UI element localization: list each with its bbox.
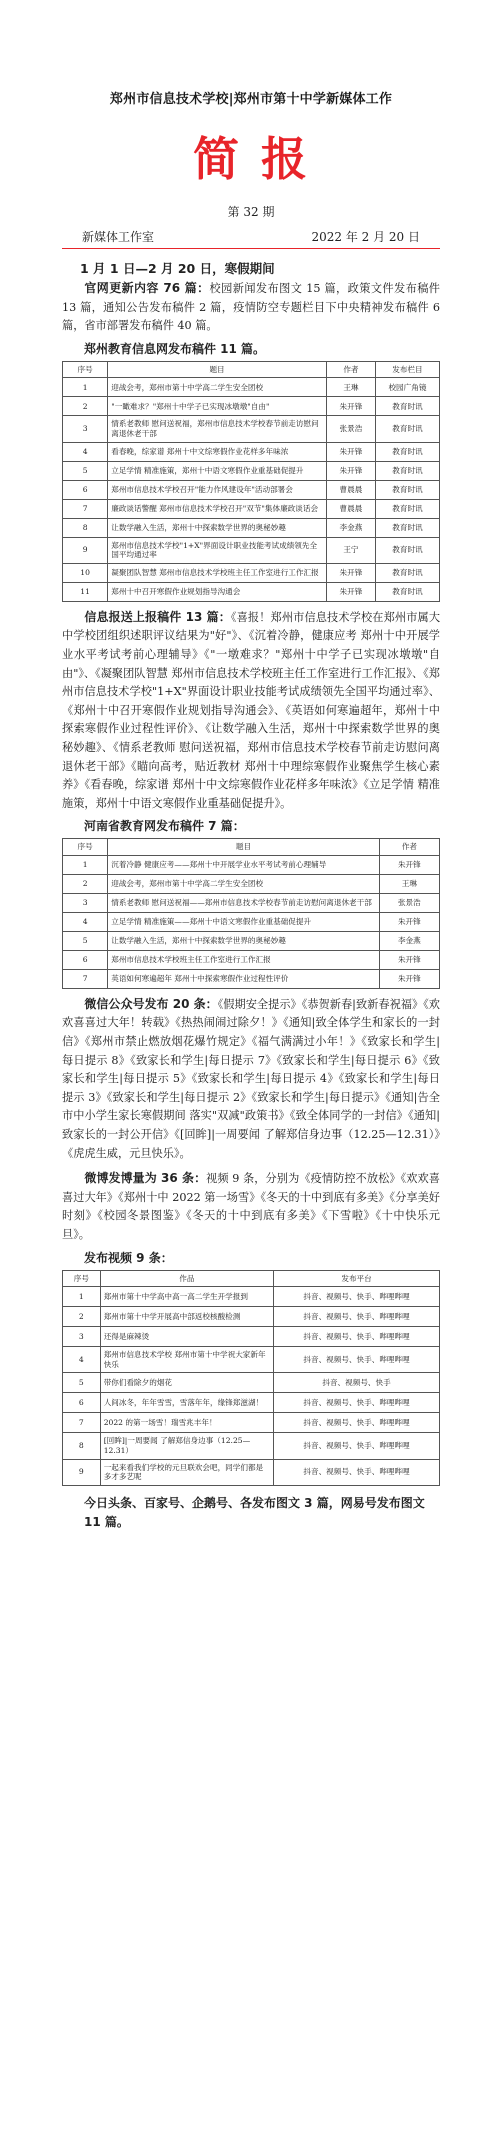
table-cell: 校园广角镜 (375, 378, 439, 397)
table-row (63, 931, 440, 950)
table-cell: 10 (63, 563, 108, 582)
website-lead: 官网更新内容 76 篇： (84, 281, 210, 295)
table-cell: 朱开锋 (326, 582, 375, 601)
table-row (63, 874, 440, 893)
table-cell: 3 (63, 893, 108, 912)
table-header-cell: 发布平台 (274, 1270, 440, 1287)
edu-net-heading: 郑州教育信息网发布稿件 11 篇。 (84, 341, 266, 356)
table-cell: 4 (63, 442, 108, 461)
table-cell: [回眸]|一周要闻 了解郑信身边事（12.25—12.31） (100, 1433, 273, 1459)
table-cell: 还得是麻辣烫 (100, 1327, 273, 1347)
table-cell: "一瞰难求？"郑州十中学子已实现冰墩墩"自由" (108, 397, 327, 416)
website-paragraph (62, 279, 440, 336)
table-cell: 李金燕 (326, 518, 375, 537)
report-text: 《喜报！郑州市信息技术学校在郑州市属大中学校团组织述职评议结果为"好"》、《沉着冷静，健康应考 郑州十中开展学业水平考试考前心理辅导》《"一墩难求？"郑州十中学子已实现冰墩墩"自由"》、《凝聚团队智慧 郑州市信息技术学校班主任工作室进行工作汇报》、《郑州市信息技术学校"1+X"界面设计职业技能考试成绩领先全国平均通过率》、《郑州十中召开寒假作业规划指导沟通会》、《英语如何寒遍超年，郑州十中探索寒假作业过程性评价》、《让数学融入生活，郑州十中探索数学世界的奥秘妙趣》、《情系老教师 慰问送祝福，郑州市信息技术学校春节前走访慰问离退休老干部》《瞄向高考，贴近教材 郑州十中理综寒假作业聚焦学生核心素养》《看春晚，综家谱 郑州十中文综寒假作业花样多年味浓》《立足学情 精准施策，郑州十中语文寒假作业重基础促提升》。 (62, 610, 441, 810)
issue-number: 第 32 期 (227, 205, 275, 219)
table-cell: 教育时讯 (375, 480, 439, 499)
table-cell: 情系老教师 慰问送祝福——郑州市信息技术学校春节前走访慰问离退休老干部 (108, 893, 379, 912)
table-cell: 2 (63, 1307, 101, 1327)
henan-net-table (62, 838, 440, 989)
table-cell: 教育时讯 (375, 397, 439, 416)
table-cell: 让数学融入生活，郑州十中探索数学世界的奥秘妙趣 (108, 518, 327, 537)
table-cell: 朱开锋 (326, 397, 375, 416)
table-cell: 8 (63, 518, 108, 537)
table-row (63, 1307, 440, 1327)
table-cell: 抖音、视频号、快手、哔哩哔哩 (274, 1287, 440, 1307)
table-cell: 5 (63, 461, 108, 480)
table-cell: 教育时讯 (375, 537, 439, 563)
final-note: 今日头条、百家号、企鹅号、各发布图文 3 篇，网易号发布图文 11 篇。 (84, 1495, 425, 1529)
table-cell: 5 (63, 931, 108, 950)
table-cell: 廉政谈话警醒 郑州市信息技术学校召开"双节"集体廉政谈话会 (108, 499, 327, 518)
table-row (63, 855, 440, 874)
table-cell: 立足学情 精准施策——郑州十中语文寒假作业重基础促提升 (108, 912, 379, 931)
table-row (63, 397, 440, 416)
table-cell: 王琳 (326, 378, 375, 397)
video-table (62, 1270, 440, 1486)
table-cell: 3 (63, 1327, 101, 1347)
report-lead: 信息报送上报稿件 13 篇： (84, 609, 231, 624)
table-cell: 2 (63, 874, 108, 893)
table-row (63, 1287, 440, 1307)
table-cell: 9 (63, 537, 108, 563)
table-cell: 张景浩 (379, 893, 439, 912)
table-cell: 英语如何寒遍超年 郑州十中探索寒假作业过程性评价 (108, 969, 379, 988)
table-row (63, 1393, 440, 1413)
table-row (63, 1347, 440, 1373)
wechat-lead: 微信公众号发布 20 条： (84, 996, 218, 1011)
website-text: 校园新闻发布图文 15 篇，政策文件发布稿件 13 篇，通知公告发布稿件 2 篇，疫情防空专题栏目下中央精神发布稿件 6 篇，省市部署发布稿件 40 篇。 (62, 282, 440, 333)
table-row (63, 912, 440, 931)
table-cell: 教育时讯 (375, 518, 439, 537)
table-cell: 4 (63, 912, 108, 931)
table-cell: 让数学融入生活，郑州十中探索数学世界的奥秘妙趣 (108, 931, 379, 950)
table-row (63, 1327, 440, 1347)
table-cell: 2 (63, 397, 108, 416)
table-row (63, 537, 440, 563)
meta-row (62, 228, 440, 249)
table-cell: 抖音、视频号、快手、哔哩哔哩 (274, 1413, 440, 1433)
table-cell: 抖音、视频号、快手、哔哩哔哩 (274, 1307, 440, 1327)
table-row (63, 1433, 440, 1459)
table-cell: 4 (63, 1347, 101, 1373)
table-row (63, 518, 440, 537)
table-row (63, 950, 440, 969)
table-cell: 迎战会考，郑州市第十中学高二学生安全团校 (108, 874, 379, 893)
table-cell: 2022 的第一场雪！瑞雪兆丰年！ (100, 1413, 273, 1433)
table-header-cell: 作者 (379, 839, 439, 856)
table-cell: 郑州市第十中学开展高中部返校核酸检测 (100, 1307, 273, 1327)
table-cell: 朱开锋 (326, 563, 375, 582)
table-cell: 8 (63, 1433, 101, 1459)
table-cell: 1 (63, 1287, 101, 1307)
table-header-cell: 作者 (326, 361, 375, 378)
table-header-cell: 序号 (63, 839, 108, 856)
table-cell: 9 (63, 1459, 101, 1485)
table-cell: 张景浩 (326, 416, 375, 442)
table-cell: 凝聚团队智慧 郑州市信息技术学校班主任工作室进行工作汇报 (108, 563, 327, 582)
table-row (63, 480, 440, 499)
table-header-cell: 作品 (100, 1270, 273, 1287)
table-cell: 1 (63, 378, 108, 397)
table-cell: 抖音、视频号、快手、哔哩哔哩 (274, 1393, 440, 1413)
report-paragraph (62, 608, 440, 814)
table-row (63, 1459, 440, 1485)
table-cell: 6 (63, 480, 108, 499)
table-cell: 郑州市第十中学高中高一高二学生开学报到 (100, 1287, 273, 1307)
table-row (63, 416, 440, 442)
table-cell: 抖音、视频号、快手 (274, 1373, 440, 1393)
video-heading: 发布视频 9 条： (84, 1250, 173, 1265)
table-cell: 6 (63, 1393, 101, 1413)
table-cell: 朱开锋 (379, 912, 439, 931)
table-cell: 教育时讯 (375, 416, 439, 442)
table-cell: 教育时讯 (375, 442, 439, 461)
table-cell: 1 (63, 855, 108, 874)
table-cell: 迎战会考，郑州市第十中学高二学生安全团校 (108, 378, 327, 397)
table-cell: 11 (63, 582, 108, 601)
table-cell: 人间冰冬，年年雪雪，雪落年年，缘锋郑滋湖！ (100, 1393, 273, 1413)
table-header-cell: 题目 (108, 839, 379, 856)
table-cell: 郑州市信息技术学校 郑州市第十中学祝大家新年快乐 (100, 1347, 273, 1373)
table-cell: 抖音、视频号、快手、哔哩哔哩 (274, 1433, 440, 1459)
table-cell: 曹晨晨 (326, 499, 375, 518)
table-cell: 郑州市信息技术学校班主任工作室进行工作汇报 (108, 950, 379, 969)
table-cell: 教育时讯 (375, 499, 439, 518)
table-cell: 朱开锋 (379, 950, 439, 969)
table-row (63, 499, 440, 518)
table-cell: 王琳 (379, 874, 439, 893)
table-cell: 朱开锋 (379, 855, 439, 874)
table-cell: 看春晚，综家谱 郑州十中文综寒假作业花样多年味浓 (108, 442, 327, 461)
table-header-cell: 序号 (63, 361, 108, 378)
table-row (63, 461, 440, 480)
table-cell: 李金燕 (379, 931, 439, 950)
table-row (63, 893, 440, 912)
table-cell: 5 (63, 1373, 101, 1393)
table-cell: 教育时讯 (375, 582, 439, 601)
table-cell: 郑州十中召开寒假作业规划指导沟通会 (108, 582, 327, 601)
table-cell: 7 (63, 1413, 101, 1433)
table-header-cell: 序号 (63, 1270, 101, 1287)
table-cell: 抖音、视频号、快手、哔哩哔哩 (274, 1459, 440, 1485)
table-cell: 郑州市信息技术学校召开"能力作风建设年"活动部署会 (108, 480, 327, 499)
table-cell: 立足学情 精准施策，郑州十中语文寒假作业重基础促提升 (108, 461, 327, 480)
table-header-cell: 发布栏目 (375, 361, 439, 378)
table-cell: 6 (63, 950, 108, 969)
table-row (63, 378, 440, 397)
table-cell: 朱开锋 (326, 461, 375, 480)
table-cell: 朱开锋 (379, 969, 439, 988)
table-row (63, 582, 440, 601)
wechat-paragraph (62, 995, 440, 1163)
table-cell: 教育时讯 (375, 563, 439, 582)
table-cell: 曹晨晨 (326, 480, 375, 499)
weibo-text: 视频 9 条，分别为《疫情防控不放松》《欢欢喜喜过大年》《郑州十中 2022 第一场雪》《冬天的十中到底有多美》《分享美好时刻》《校园冬景图鉴》《冬天的十中到底有多美》《下雪啦》《十中快乐元旦》。 (62, 1172, 440, 1241)
table-cell: 7 (63, 499, 108, 518)
table-row (63, 442, 440, 461)
org-title: 郑州市信息技术学校|郑州市第十中学新媒体工作 (109, 92, 393, 107)
table-row (63, 1413, 440, 1433)
table-cell: 教育时讯 (375, 461, 439, 480)
table-cell: 7 (63, 969, 108, 988)
office-name: 新媒体工作室 (82, 230, 155, 244)
weibo-lead: 微博发博量为 36 条： (84, 1171, 207, 1186)
table-cell: 一起来看我们学校的元旦联欢会吧，同学们都是多才多艺呢 (100, 1459, 273, 1485)
table-header-cell: 题目 (108, 361, 327, 378)
table-cell: 情系老教师 慰问送祝福，郑州市信息技术学校春节前走访慰问离退休老干部 (108, 416, 327, 442)
table-cell: 郑州市信息技术学校"1+X"界面设计职业技能考试成绩领先全国平均通过率 (108, 537, 327, 563)
table-cell: 沉着冷静 健康应考——郑州十中开展学业水平考试考前心理辅导 (108, 855, 379, 874)
issue-date: 2022 年 2 月 20 日 (311, 230, 420, 244)
table-row (63, 563, 440, 582)
table-cell: 朱开锋 (326, 442, 375, 461)
table-row (63, 969, 440, 988)
henan-net-heading: 河南省教育网发布稿件 7 篇： (84, 819, 245, 834)
table-cell: 抖音、视频号、快手、哔哩哔哩 (274, 1327, 440, 1347)
wechat-text: 《假期安全提示》《恭贺新春|致新春祝福》《欢欢喜喜过大年！转载》《热热闹闹过除夕！》《通知|致全体学生和家长的一封信》《郑州市禁止燃放烟花爆竹规定》《福气满满过小年！》《致家长和学生|每日提示 8》《致家长和学生|每日提示 7》《致家长和学生|每日提示 6》《致家长和学生|每日提示 5》《致家长和学生|每日提示 4》《致家长和学生|每日提示 3》《致家长和学生|每日提示 2》《致家长和学生|每日提示》《通知|告全市中小学生家长寒假期间 落实"双减"政策书》《致全体同学的一封信》《通知|致家长的一封公开信》《[回眸]|一周要闻 了解郑信身边事（12.25—12.31）》《虎虎生威，元旦快乐》。 (62, 997, 440, 1160)
period: 1 月 1 日—2 月 20 日，寒假期间 (80, 261, 275, 276)
table-row (63, 1373, 440, 1393)
brief-title: 简报 (193, 132, 329, 186)
table-cell: 带你们看除夕的烟花 (100, 1373, 273, 1393)
table-cell: 3 (63, 416, 108, 442)
edu-net-table (62, 361, 440, 602)
table-cell: 抖音、视频号、快手、哔哩哔哩 (274, 1347, 440, 1373)
weibo-paragraph (62, 1169, 440, 1244)
table-cell: 王宁 (326, 537, 375, 563)
